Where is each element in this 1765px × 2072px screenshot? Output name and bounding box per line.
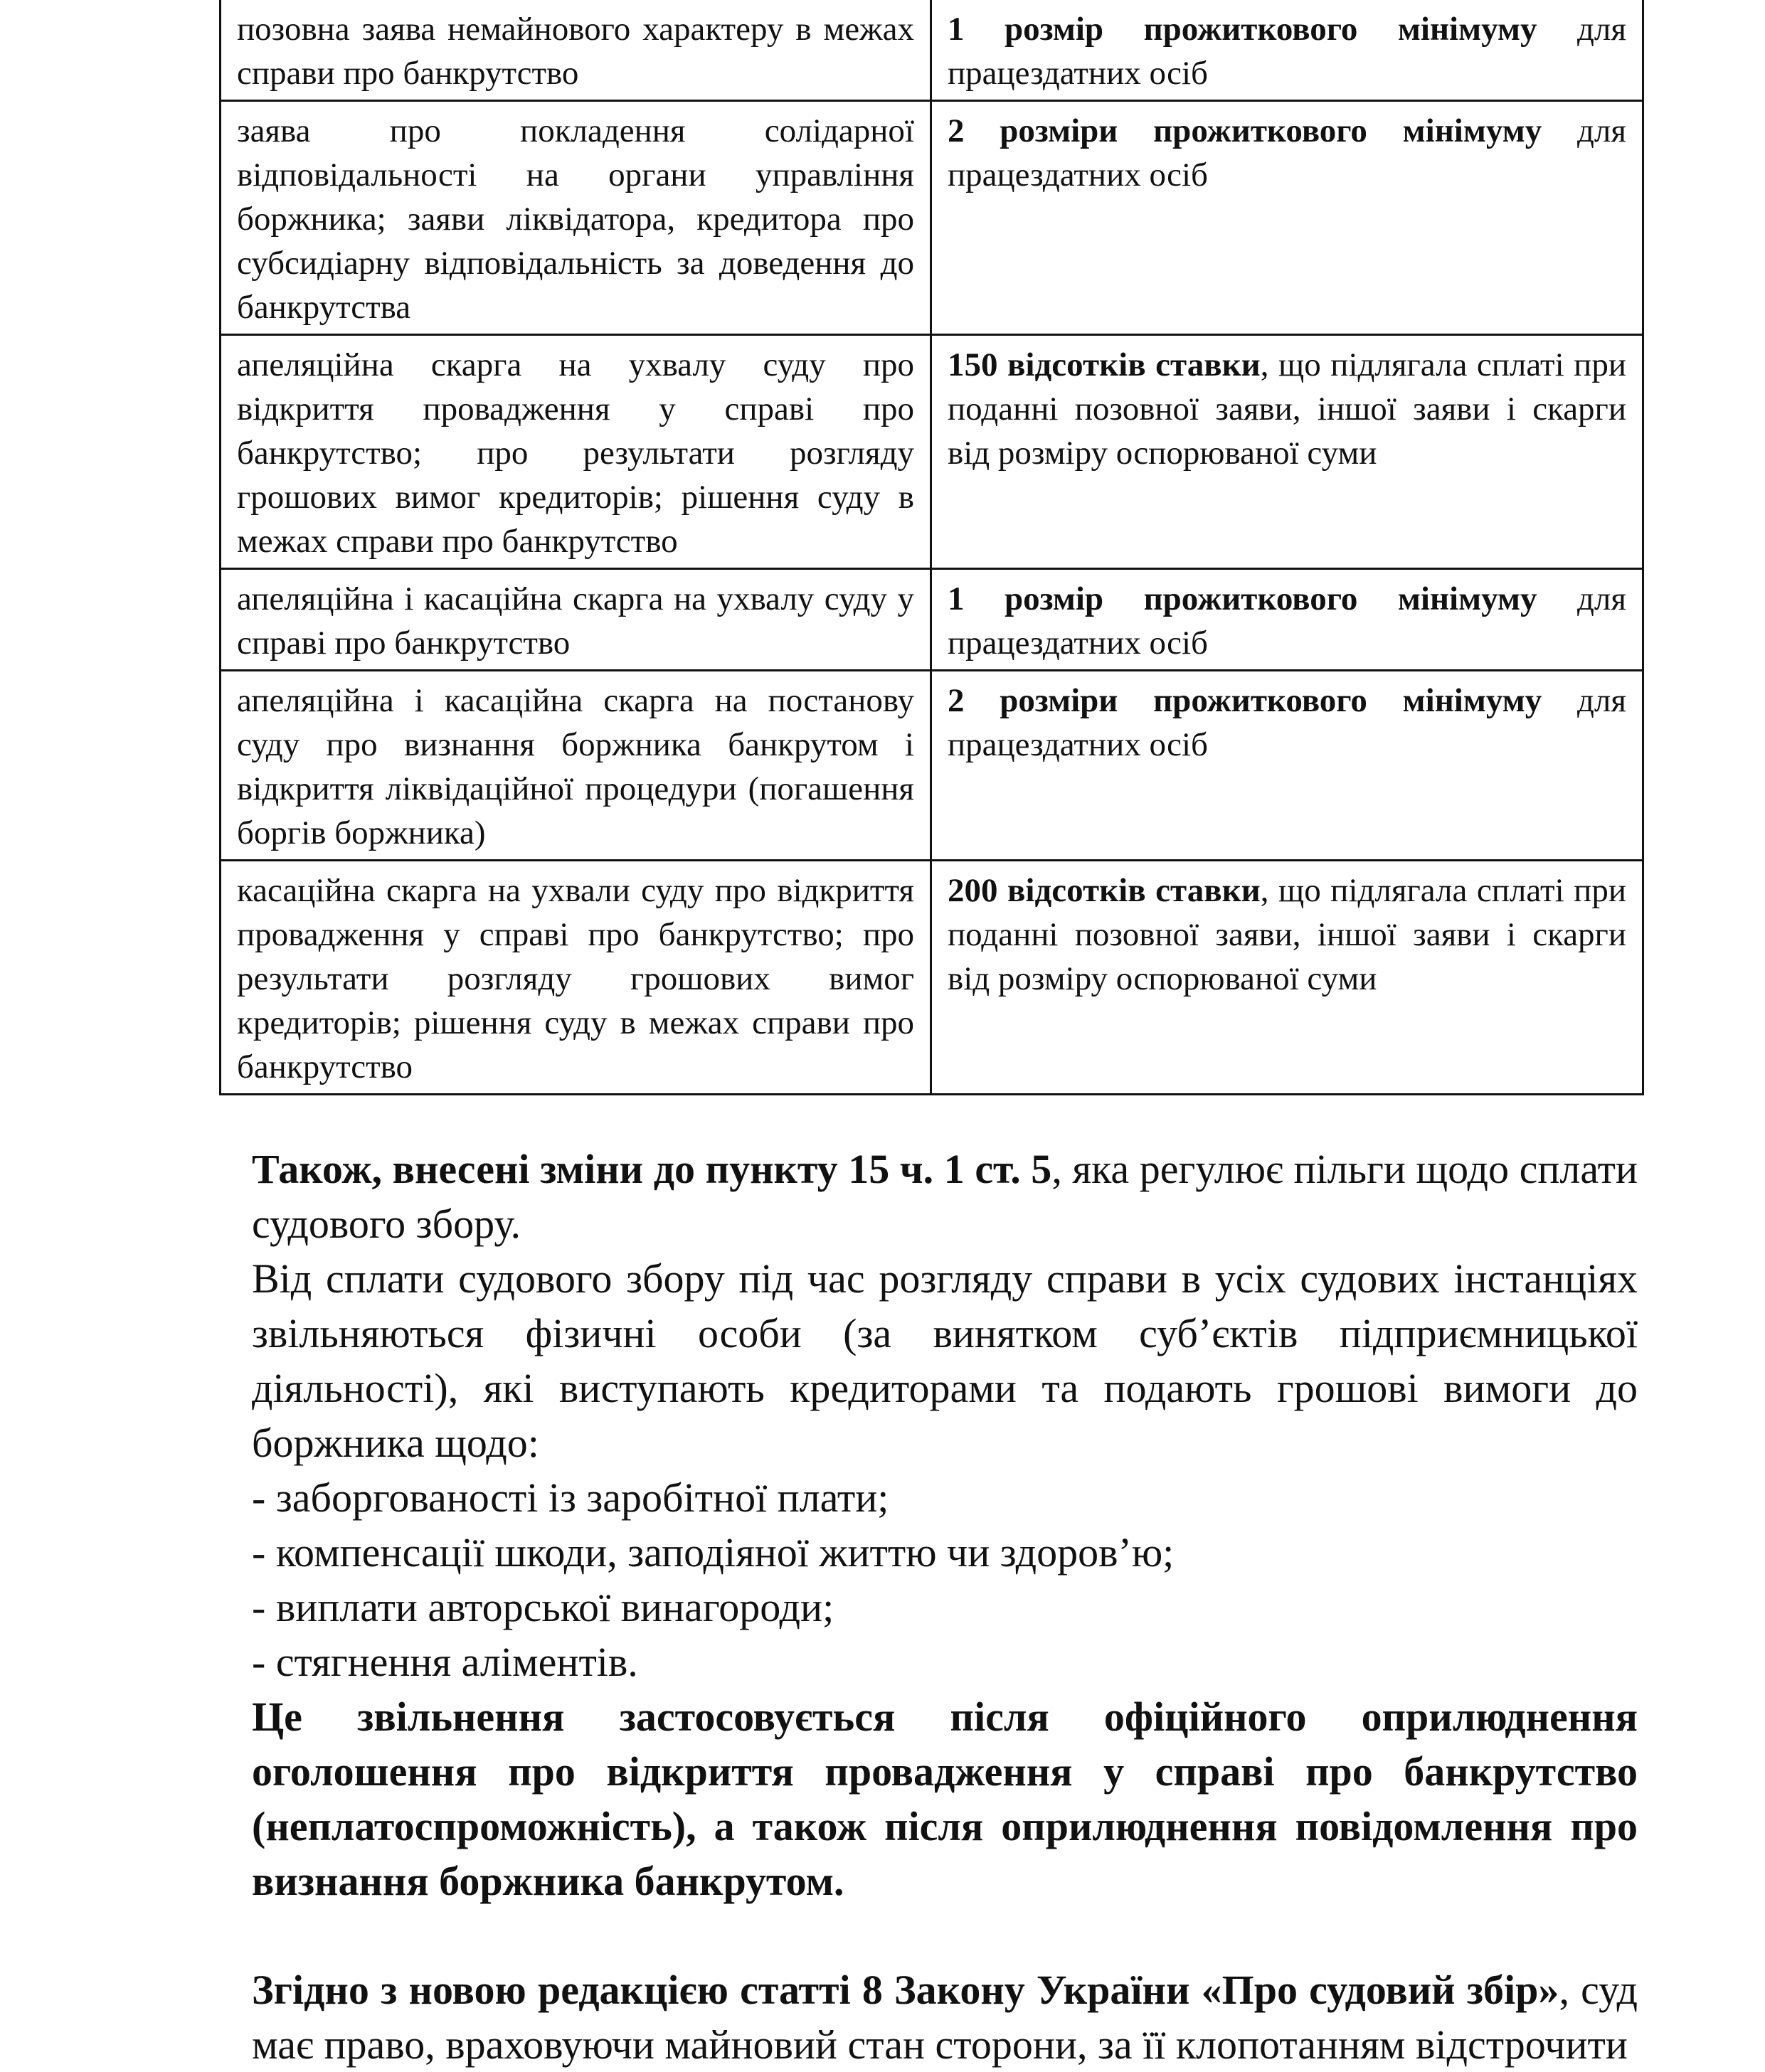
table-row bbox=[221, 671, 1643, 861]
fee-note: , що підлягала сплаті при поданні позовної заяви, іншої заяви і скарги від розміру оспорюваної суми bbox=[948, 872, 1626, 997]
table-cell-action: позовна заява немайнового характеру в межах справи про банкрутство bbox=[221, 0, 931, 101]
paragraph-exemption: Від сплати судового збору під час розгляду справи в усіх судових інстанціях звільняються фізичні особи (за винятком суб’єктів підприємницької діяльності), які виступають кредиторами та подають грошові вимоги до боржника щодо: bbox=[252, 1255, 1638, 1466]
list-item: - стягнення аліментів. bbox=[252, 1639, 638, 1685]
article-8-description: , суд має право, враховуючи майновий стан сторони, за її клопотанням відстрочити bbox=[252, 1967, 1638, 2068]
table-row bbox=[221, 101, 1643, 335]
table-cell-action: апеляційна і касаційна скарга на постанову суду про визнання боржника банкрутом і відкриття ліквідаційної процедури (погашення боргів боржника) bbox=[221, 671, 931, 861]
table-cell-fee bbox=[931, 0, 1643, 101]
list-item: - заборгованості із заробітної плати; bbox=[252, 1475, 889, 1521]
fee-amount: 1 розмір прожиткового мінімуму bbox=[948, 11, 1537, 48]
table-cell-action: апеляційна скарга на ухвалу суду про відкриття провадження у справі про банкрутство; про результати розгляду грошових вимог кредиторів; рішення суду в межах справи про банкрутство bbox=[221, 335, 931, 569]
table-row bbox=[221, 0, 1643, 101]
body-text bbox=[252, 1142, 1638, 2072]
fee-note: для працездатних осіб bbox=[948, 580, 1626, 662]
table-row bbox=[221, 335, 1643, 569]
list-item: - компенсації шкоди, заподіяної життю чи здоров’ю; bbox=[252, 1529, 1175, 1576]
table-row bbox=[221, 861, 1643, 1095]
table-cell-action: заява про покладення солідарної відповідальності на органи управління боржника; заяви ліквідатора, кредитора про субсидіарну відповідальність за доведення до банкрутства bbox=[221, 101, 931, 335]
fee-amount: 2 розміри прожиткового мінімуму bbox=[948, 682, 1542, 719]
article-8-reference: Згідно з новою редакцією статті 8 Закону України «Про судовий збір» bbox=[252, 1967, 1559, 2013]
fee-amount: 1 розмір прожиткового мінімуму bbox=[948, 580, 1537, 617]
fee-amount: 2 розміри прожиткового мінімуму bbox=[948, 112, 1542, 149]
amendment-reference: Також, внесені зміни до пункту 15 ч. 1 ст. 5 bbox=[252, 1146, 1052, 1192]
table-cell-action: касаційна скарга на ухвали суду про відкриття провадження у справі про банкрутство; про результати розгляду грошових вимог кредиторів; рішення суду в межах справи про банкрутство bbox=[221, 861, 931, 1095]
table-cell-fee bbox=[931, 861, 1643, 1095]
table-cell-fee bbox=[931, 335, 1643, 569]
fee-note: для працездатних осіб bbox=[948, 112, 1626, 193]
court-fee-table bbox=[219, 0, 1644, 1095]
paragraph-spacer bbox=[252, 1908, 1638, 1962]
paragraph-amendment bbox=[252, 1142, 1638, 1251]
amendment-description: , яка регулює пільги щодо сплати судового збору. bbox=[252, 1146, 1638, 1247]
fee-amount: 150 відсотків ставки bbox=[948, 346, 1261, 383]
table-cell-fee bbox=[931, 671, 1643, 861]
fee-amount: 200 відсотків ставки bbox=[948, 872, 1261, 909]
fee-note: для працездатних осіб bbox=[948, 682, 1626, 763]
fee-note: , що підлягала сплаті при поданні позовної заяви, іншої заяви і скарги від розміру оспорюваної суми bbox=[948, 346, 1626, 472]
table-row bbox=[221, 569, 1643, 671]
fee-note: для працездатних осіб bbox=[948, 11, 1626, 92]
table-cell-fee bbox=[931, 101, 1643, 335]
table-cell-action: апеляційна і касаційна скарга на ухвалу суду у справі про банкрутство bbox=[221, 569, 931, 671]
paragraph-exemption-condition: Це звільнення застосовується після офіційного оприлюднення оголошення про відкриття провадження у справі про банкрутство (неплатоспроможність), а також після оприлюднення повідомлення про визнання боржника банкрутом. bbox=[252, 1694, 1638, 1904]
list-item: - виплати авторської винагороди; bbox=[252, 1584, 834, 1630]
table-cell-fee bbox=[931, 569, 1643, 671]
paragraph-article-8 bbox=[252, 1962, 1638, 2072]
